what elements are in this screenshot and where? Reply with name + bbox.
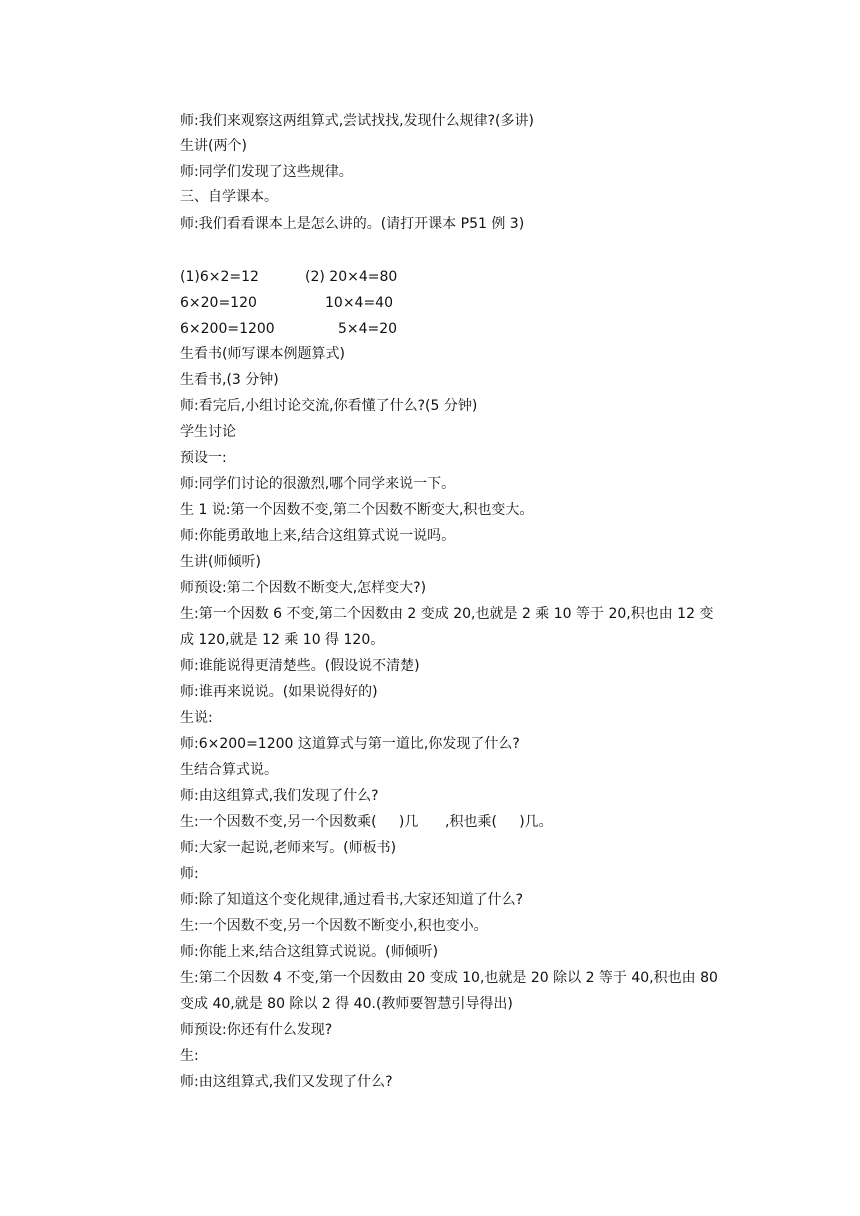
- text-line: 生:: [180, 1048, 199, 1064]
- text-line: 师预设:你还有什么发现?: [180, 1022, 333, 1038]
- text-line: 师:由这组算式,我们又发现了什么?: [180, 1074, 393, 1090]
- text-line: 生:第一个因数 6 不变,第二个因数由 2 变成 20,也就是 2 乘 10 等于 20,积也由 12 变: [180, 606, 714, 622]
- text-line: 师:你能上来,结合这组算式说说。(师倾听): [180, 944, 439, 960]
- equation-right: 5×4=20: [338, 321, 398, 337]
- text-line: 师:我们来观察这两组算式,尝试找找,发现什么规律?(多讲): [180, 113, 534, 129]
- text-line: 师:由这组算式,我们发现了什么?: [180, 788, 379, 804]
- text-line: 生:一个因数不变,另一个因数不断变小,积也变小。: [180, 918, 488, 934]
- text-line: 生说:: [180, 710, 213, 726]
- text-line: 师:谁再来说说。(如果说得好的): [180, 684, 378, 700]
- text-line: 师:谁能说得更清楚些。(假设说不清楚): [180, 658, 420, 674]
- text-line: 师:: [180, 866, 199, 882]
- text-line: 生讲(师倾听): [180, 554, 261, 570]
- text-line: 生讲(两个): [180, 138, 247, 154]
- text-line: 学生讨论: [180, 424, 236, 440]
- text-line: 师:看完后,小组讨论交流,你看懂了什么?(5 分钟): [180, 398, 478, 414]
- text-line: 师预设:第二个因数不断变大,怎样变大?): [180, 580, 427, 596]
- text-line: 师:同学们讨论的很激烈,哪个同学来说一下。: [180, 476, 456, 492]
- text-line: 生结合算式说。: [180, 762, 278, 778]
- text-line: 预设一:: [180, 450, 227, 466]
- equation-left: 6×200=1200: [180, 321, 275, 337]
- text-line: 师:我们看看课本上是怎么讲的。(请打开课本 P51 例 3): [180, 216, 525, 232]
- text-line: 生 1 说:第一个因数不变,第二个因数不断变大,积也变大。: [180, 502, 534, 518]
- text-line: 生:第二个因数 4 不变,第一个因数由 20 变成 10,也就是 20 除以 2 等于 40,积也由 80: [180, 970, 718, 986]
- equation-left: (1)6×2=12: [180, 269, 259, 285]
- text-line: 生:一个因数不变,另一个因数乘( )几 ,积也乘( )几。: [180, 814, 553, 830]
- equation-right: (2) 20×4=80: [305, 269, 398, 285]
- section-heading: 三、自学课本。: [180, 189, 278, 205]
- text-line: 生看书(师写课本例题算式): [180, 346, 345, 362]
- text-line: 师:6×200=1200 这道算式与第一道比,你发现了什么?: [180, 736, 520, 752]
- text-line: 师:除了知道这个变化规律,通过看书,大家还知道了什么?: [180, 892, 524, 908]
- text-line: 师:同学们发现了这些规律。: [180, 164, 353, 180]
- text-line: 师:大家一起说,老师来写。(师板书): [180, 840, 397, 856]
- equation-right: 10×4=40: [325, 295, 393, 311]
- text-line: 成 120,就是 12 乘 10 得 120。: [180, 632, 385, 648]
- equation-left: 6×20=120: [180, 295, 257, 311]
- text-line: 生看书,(3 分钟): [180, 372, 279, 388]
- text-line: 师:你能勇敢地上来,结合这组算式说一说吗。: [180, 528, 456, 544]
- text-line: 变成 40,就是 80 除以 2 得 40.(教师要智慧引导得出): [180, 996, 513, 1012]
